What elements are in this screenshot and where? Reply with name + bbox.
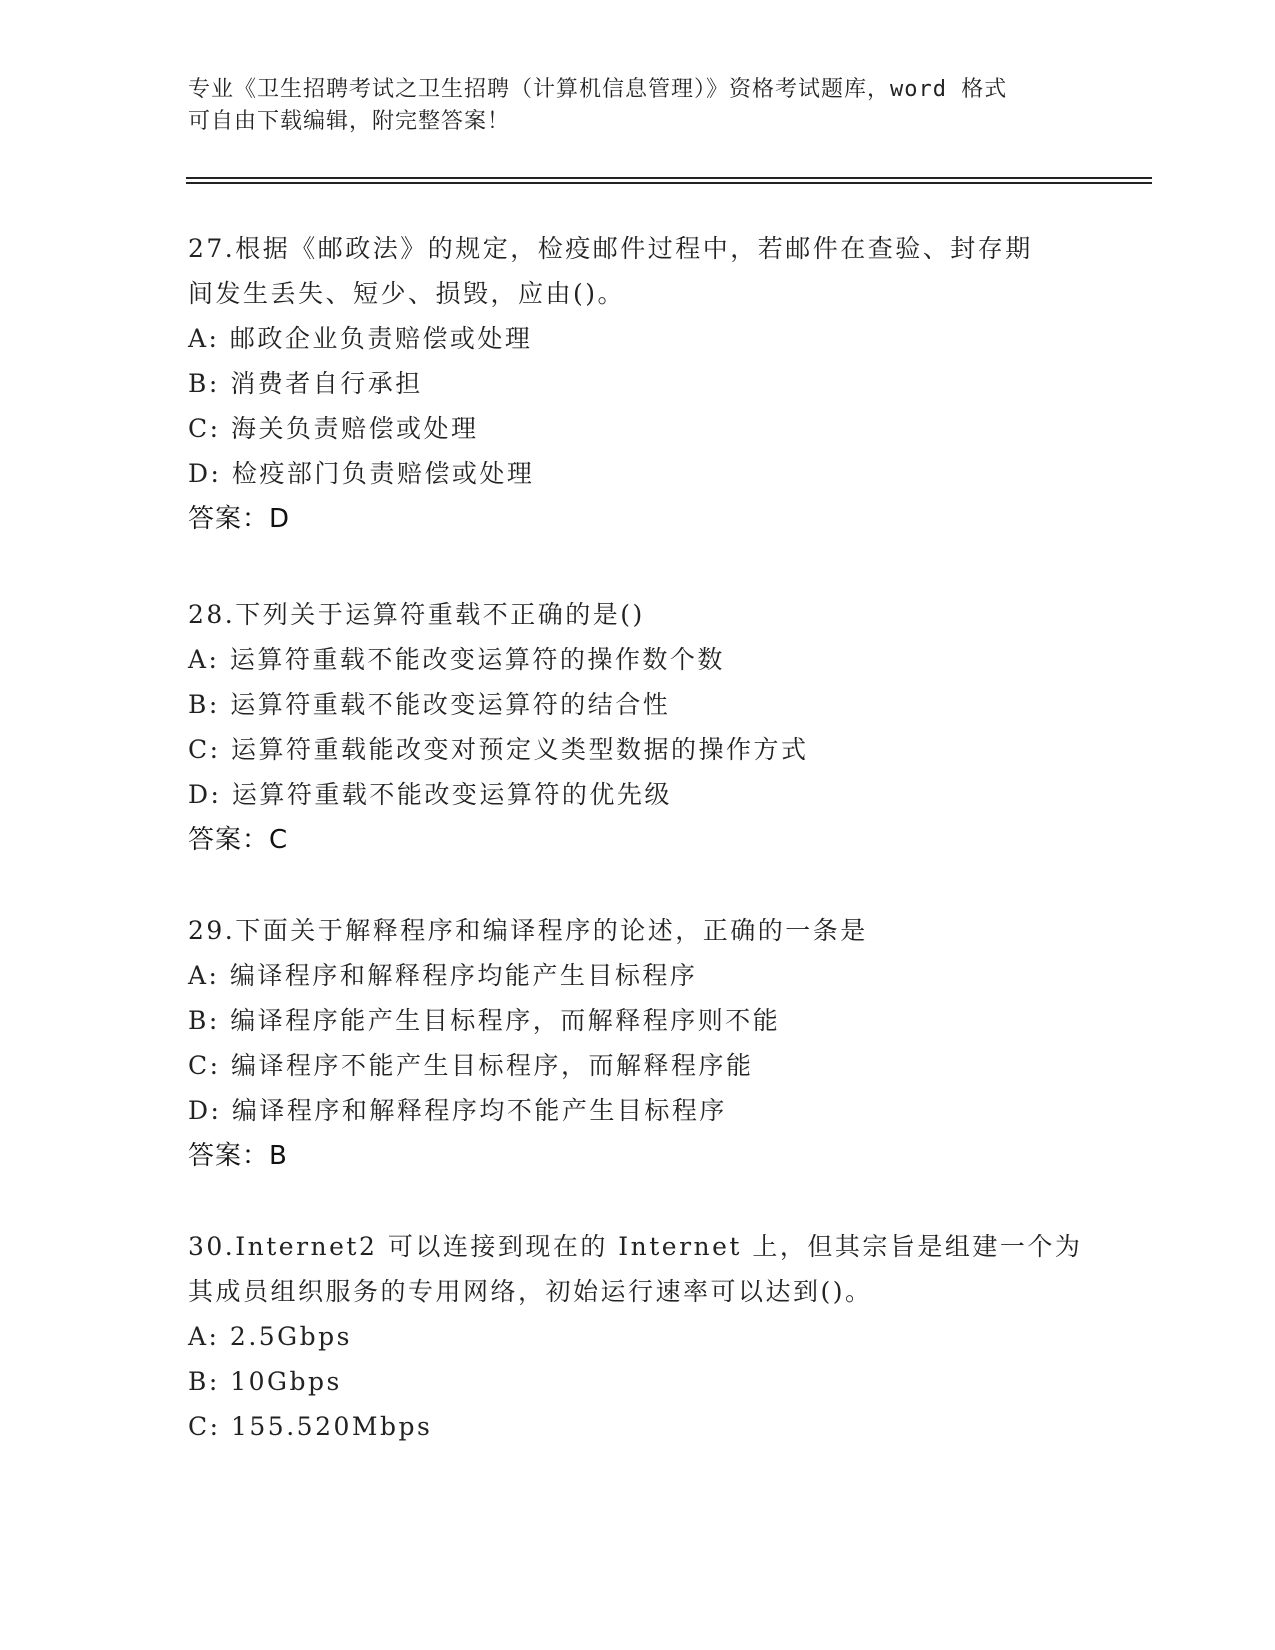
header-divider-bottom bbox=[186, 182, 1152, 184]
header-line-2: 可自由下载编辑，附完整答案！ bbox=[188, 109, 511, 134]
option-b: B: 编译程序能产生目标程序，而解释程序则不能 bbox=[188, 1006, 781, 1035]
option-c: C: 运算符重载能改变对预定义类型数据的操作方式 bbox=[188, 735, 809, 764]
option-a: A: 编译程序和解释程序均能产生目标程序 bbox=[188, 961, 698, 990]
answer: 答案：D bbox=[188, 504, 291, 534]
header-line-1: 专业《卫生招聘考试之卫生招聘（计算机信息管理）》资格考试题库，word 格式 bbox=[188, 77, 1008, 102]
document-header bbox=[188, 74, 1088, 138]
option-a: A: 2.5Gbps bbox=[188, 1322, 352, 1351]
option-c: C: 编译程序不能产生目标程序，而解释程序能 bbox=[188, 1051, 754, 1080]
question-text-line: 27.根据《邮政法》的规定，检疫邮件过程中，若邮件在查验、封存期 bbox=[188, 234, 1033, 263]
question-27 bbox=[188, 226, 1088, 542]
question-text-line: 30.Internet2 可以连接到现在的 Internet 上，但其宗旨是组建一个为 bbox=[188, 1232, 1083, 1261]
option-b: B: 消费者自行承担 bbox=[188, 369, 423, 398]
option-b: B: 运算符重载不能改变运算符的结合性 bbox=[188, 690, 671, 719]
answer: 答案：B bbox=[188, 1141, 288, 1171]
question-text-line: 间发生丢失、短少、损毁，应由()。 bbox=[188, 279, 626, 308]
header-divider-top bbox=[186, 177, 1152, 179]
option-c: C: 155.520Mbps bbox=[188, 1412, 433, 1441]
question-30 bbox=[188, 1224, 1088, 1449]
option-d: D: 检疫部门负责赔偿或处理 bbox=[188, 459, 535, 488]
question-text-line: 29.下面关于解释程序和编译程序的论述，正确的一条是 bbox=[188, 916, 868, 945]
question-29 bbox=[188, 908, 1088, 1179]
option-b: B: 10Gbps bbox=[188, 1367, 342, 1396]
question-text-line: 其成员组织服务的专用网络，初始运行速率可以达到()。 bbox=[188, 1277, 873, 1306]
question-28 bbox=[188, 592, 1088, 863]
answer: 答案：C bbox=[188, 825, 289, 855]
option-a: A: 运算符重载不能改变运算符的操作数个数 bbox=[188, 645, 725, 674]
question-text-line: 28.下列关于运算符重载不正确的是() bbox=[188, 600, 645, 629]
option-a: A: 邮政企业负责赔偿或处理 bbox=[188, 324, 533, 353]
option-c: C: 海关负责赔偿或处理 bbox=[188, 414, 479, 443]
option-d: D: 运算符重载不能改变运算符的优先级 bbox=[188, 780, 672, 809]
option-d: D: 编译程序和解释程序均不能产生目标程序 bbox=[188, 1096, 727, 1125]
